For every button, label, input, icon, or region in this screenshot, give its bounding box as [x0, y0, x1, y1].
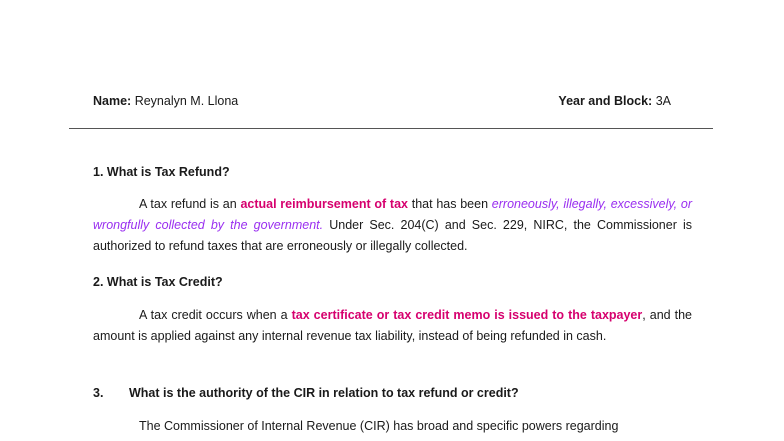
highlight-2: tax certificate or tax credit memo is issued to the taxpayer: [291, 308, 643, 322]
answer-1: A tax refund is an actual reimbursement of tax that has been erroneously, illegally, excessively, or wrongfully collected by the government. Under Sec. 204(C) and Sec. 229, NIRC, the Commissioner is authorized to refund taxes that are erroneously or illegally collected.: [93, 197, 693, 253]
highlight-1: actual reimbursement of tax: [240, 197, 408, 211]
question-3: [93, 383, 692, 404]
year-label: Year and Block:: [558, 94, 653, 108]
year-block-field: [558, 94, 671, 108]
question-1: 1. What is Tax Refund?: [93, 165, 230, 179]
name-label: Name:: [93, 94, 132, 108]
name-field: [93, 94, 238, 108]
question-2: 2. What is Tax Credit?: [93, 275, 223, 289]
question-3-number: 3.: [93, 386, 104, 400]
answer-2: A tax credit occurs when a tax certificate or tax credit memo is issued to the taxpayer, and the amount is applied against any internal revenue tax liability, instead of being refunded in cash.: [93, 308, 692, 343]
name-value: Reynalyn M. Llona: [134, 94, 239, 108]
year-value: 3A: [655, 94, 671, 108]
question-3-text: What is the authority of the CIR in relation to tax refund or credit?: [129, 386, 519, 400]
header-divider: [69, 128, 713, 129]
header: [93, 94, 671, 108]
highlight-italic-1: erroneously, illegally, excessively, or wrongfully collected by the government.: [93, 197, 693, 232]
answer-3: The Commissioner of Internal Revenue (CIR) has broad and specific powers regarding: [139, 419, 619, 433]
